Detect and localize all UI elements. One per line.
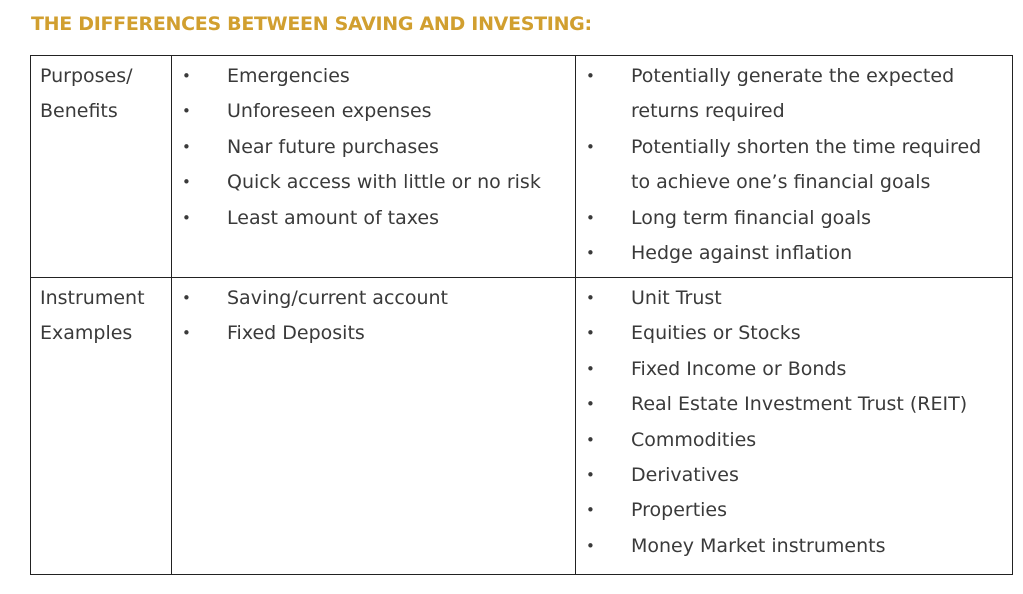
list-item: • Derivatives — [576, 458, 1012, 493]
table-row-purposes — [31, 56, 1013, 278]
bullet-icon: • — [586, 137, 595, 156]
bullet-icon: • — [586, 324, 595, 343]
bullet-icon: • — [586, 430, 595, 449]
bullet-icon: • — [182, 102, 191, 121]
bullet-icon: • — [586, 289, 595, 307]
list-item: • Hedge against inflation — [576, 236, 1012, 271]
list-item: • Equities or Stocks — [576, 316, 1012, 351]
list-item: • Fixed Income or Bonds — [576, 352, 1012, 387]
list-item: • Potentially generate the expected returns required — [576, 59, 1012, 130]
list-item: • Near future purchases — [172, 130, 575, 165]
bullet-icon: • — [586, 67, 595, 85]
list-item: • Unit Trust — [576, 281, 1012, 316]
bullet-icon: • — [182, 67, 191, 85]
row-label-line: Examples — [40, 322, 133, 345]
table-row-instruments — [31, 278, 1013, 575]
investing-cell — [576, 278, 1013, 575]
saving-cell — [172, 278, 576, 575]
investing-cell — [576, 56, 1013, 278]
page-title: THE DIFFERENCES BETWEEN SAVING AND INVESTING: — [31, 13, 592, 35]
list-item: • Least amount of taxes — [172, 201, 575, 236]
bullet-icon: • — [586, 395, 595, 414]
investing-bullet-list — [576, 278, 1012, 564]
row-label-line: Purposes/ — [40, 65, 133, 87]
bullet-icon: • — [586, 244, 595, 263]
bullet-icon: • — [586, 466, 595, 485]
bullet-icon: • — [586, 501, 595, 520]
bullet-icon: • — [586, 359, 595, 378]
saving-cell — [172, 56, 576, 278]
saving-bullet-list — [172, 56, 575, 236]
row-label-line: Instrument — [40, 287, 145, 309]
bullet-icon: • — [586, 208, 595, 227]
comparison-table — [30, 55, 1013, 575]
list-item: • Long term financial goals — [576, 201, 1012, 236]
list-item: • Potentially shorten the time required to achieve one’s financial goals — [576, 130, 1012, 201]
list-item: • Quick access with little or no risk — [172, 165, 575, 200]
list-item: • Money Market instruments — [576, 529, 1012, 564]
bullet-icon: • — [182, 289, 191, 307]
row-label-line: Benefits — [40, 100, 118, 123]
investing-bullet-list — [576, 56, 1012, 271]
row-label-cell — [31, 56, 172, 278]
list-item: • Properties — [576, 493, 1012, 528]
list-item: • Saving/current account — [172, 281, 575, 316]
list-item: • Real Estate Investment Trust (REIT) — [576, 387, 1012, 422]
row-label-cell — [31, 278, 172, 575]
list-item: • Emergencies — [172, 59, 575, 94]
bullet-icon: • — [182, 324, 191, 343]
list-item: • Unforeseen expenses — [172, 94, 575, 129]
bullet-icon: • — [182, 137, 191, 156]
list-item: • Fixed Deposits — [172, 316, 575, 351]
saving-bullet-list — [172, 278, 575, 352]
list-item: • Commodities — [576, 423, 1012, 458]
bullet-icon: • — [182, 173, 191, 192]
bullet-icon: • — [182, 208, 191, 227]
bullet-icon: • — [586, 536, 595, 555]
